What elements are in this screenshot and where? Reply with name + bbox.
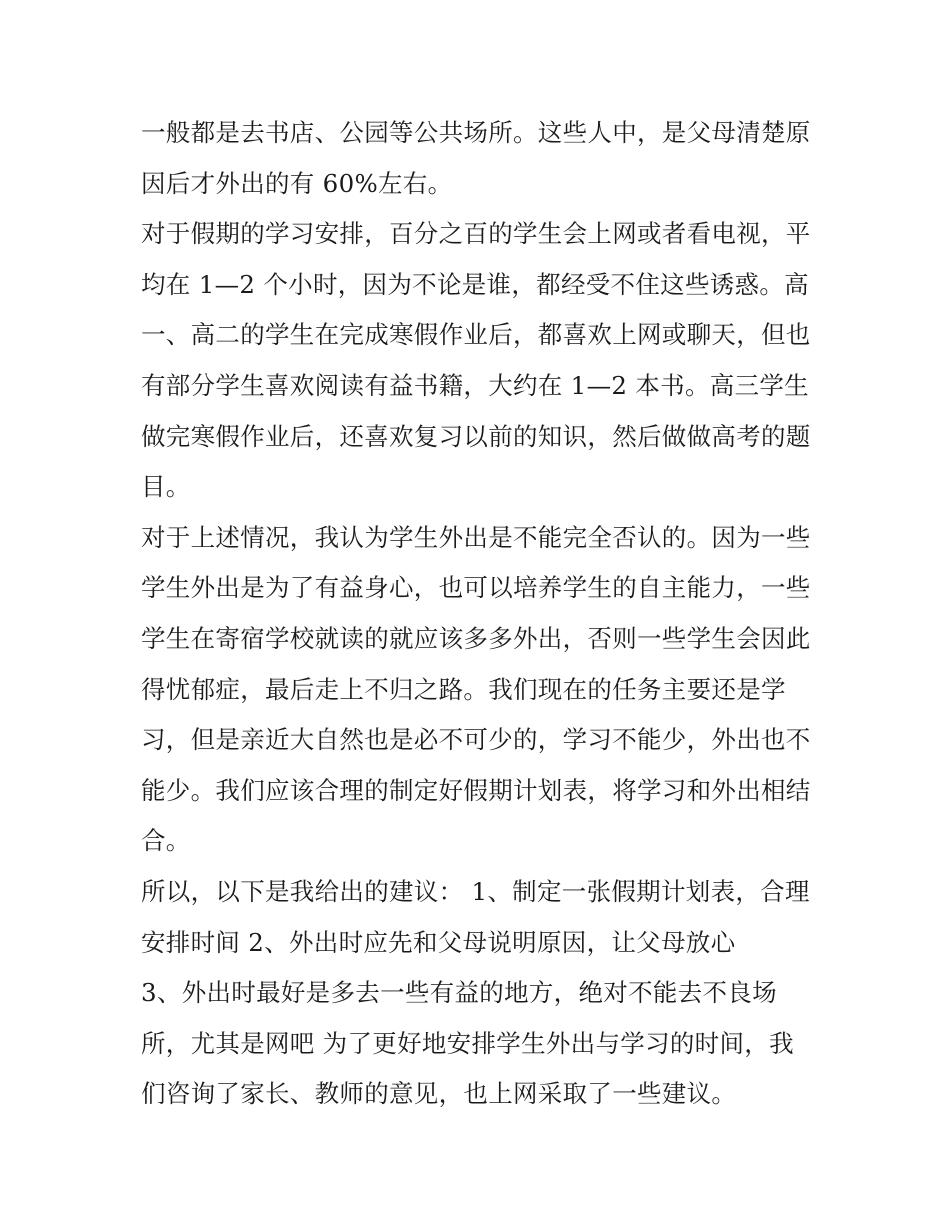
body-text xyxy=(141,108,821,1120)
text-line: 所以，以下是我给出的建议： 1、制定一张假期计划表，合理 xyxy=(141,876,810,906)
text-line: 做完寒假作业后，还喜欢复习以前的知识，然后做做高考的题 xyxy=(141,421,811,451)
text-line: 均在 1—2 个小时，因为不论是谁，都经受不住这些诱惑。高 xyxy=(141,269,809,299)
text-line: 学生外出是为了有益身心，也可以培养学生的自主能力，一些 xyxy=(141,573,811,603)
text-line: 一般都是去书店、公园等公共场所。这些人中，是父母清楚原 xyxy=(141,118,811,147)
text-line: 3、外出时最好是多去一些有益的地方，绝对不能去不良场 xyxy=(141,978,777,1008)
text-line: 得忧郁症，最后走上不归之路。我们现在的任务主要还是学 xyxy=(141,674,786,704)
text-line: 一、高二的学生在完成寒假作业后，都喜欢上网或聊天，但也 xyxy=(141,320,811,350)
text-line: 对于上述情况，我认为学生外出是不能完全否认的。因为一些 xyxy=(141,522,811,552)
text-line: 所，尤其是网吧 为了更好地安排学生外出与学习的时间，我 xyxy=(141,1028,794,1058)
text-line: 能少。我们应该合理的制定好假期计划表，将学习和外出相结 xyxy=(141,775,811,805)
text-line: 合。 xyxy=(141,826,191,856)
text-line: 目。 xyxy=(141,472,191,502)
text-line: 习，但是亲近大自然也是必不可少的，学习不能少，外出也不 xyxy=(141,725,811,755)
text-line: 对于假期的学习安排，百分之百的学生会上网或者看电视，平 xyxy=(141,219,811,249)
text-line: 学生在寄宿学校就读的就应该多多外出，否则一些学生会因此 xyxy=(141,623,811,653)
text-line: 因后才外出的有 60%左右。 xyxy=(141,168,453,198)
text-line: 安排时间 2、外出时应先和父母说明原因，让父母放心 xyxy=(141,927,736,957)
text-line: 们咨询了家长、教师的意见，也上网采取了一些建议。 xyxy=(141,1079,737,1109)
text-line: 有部分学生喜欢阅读有益书籍，大约在 1—2 本书。高三学生 xyxy=(141,370,809,400)
